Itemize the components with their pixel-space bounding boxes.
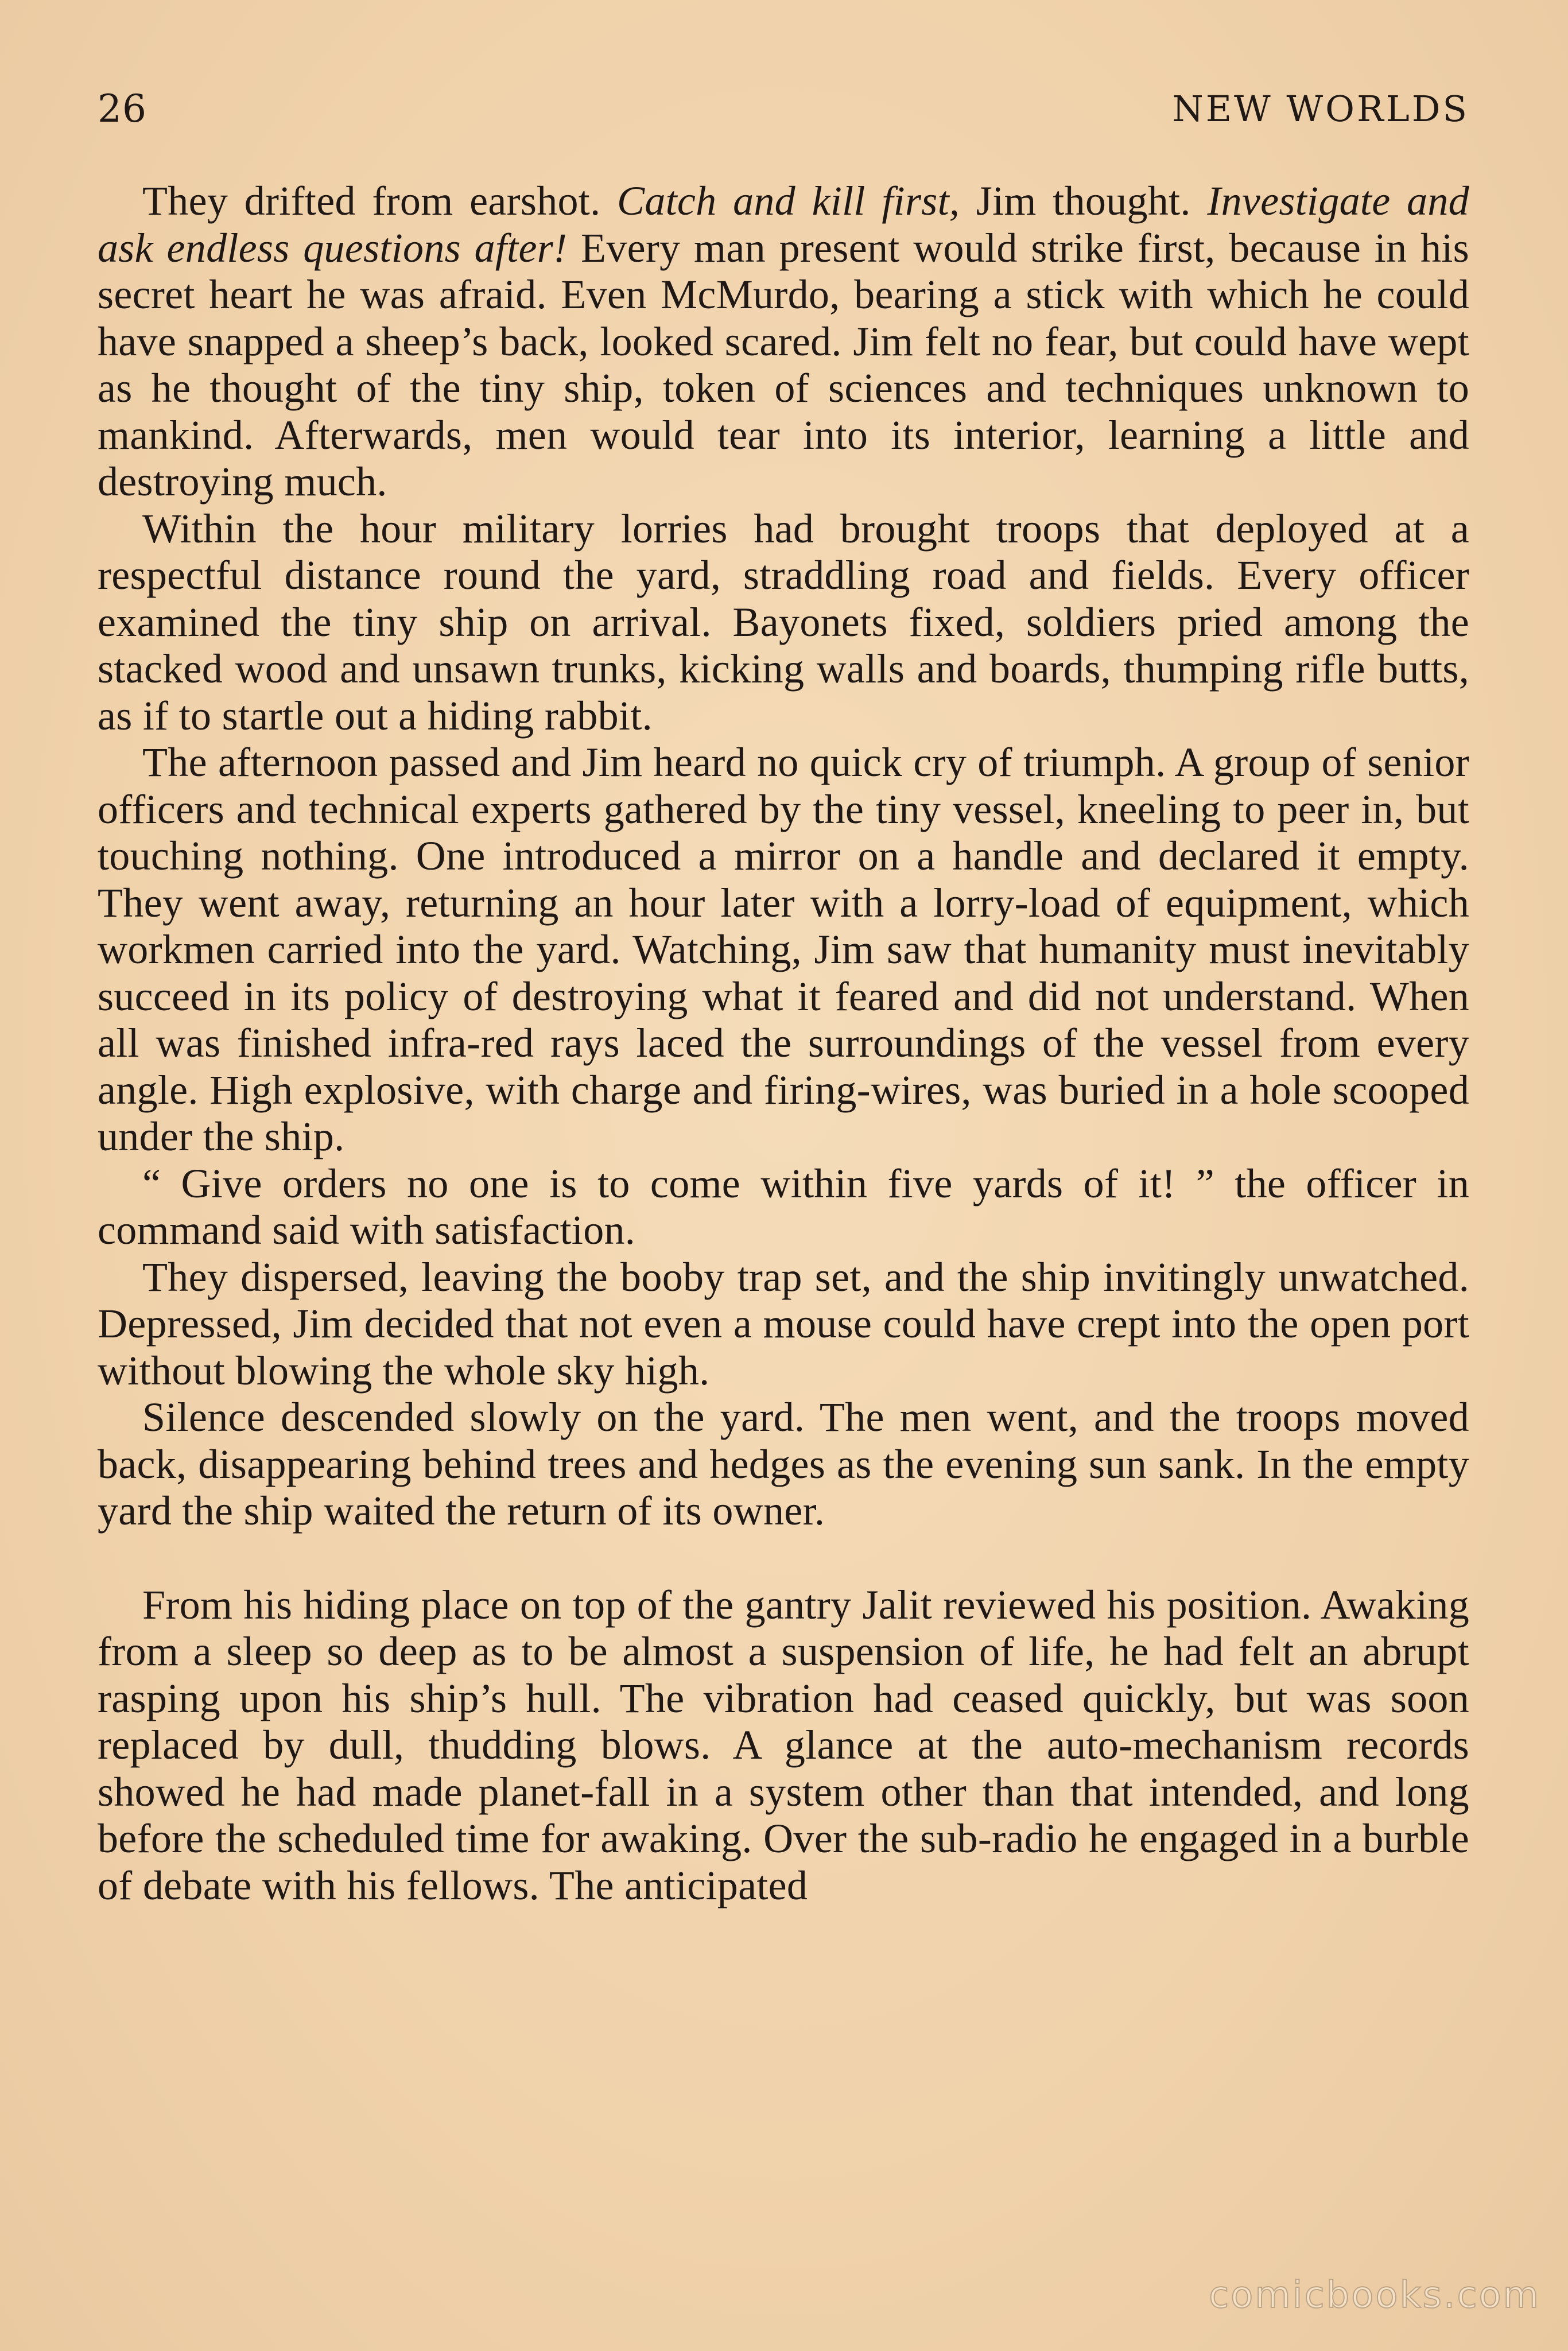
paragraph-4: “ Give orders no one is to come within five yards of it! ” the officer in command said with satisfaction. <box>98 1160 1469 1253</box>
body-text <box>98 178 1469 1909</box>
paragraph-1-italic-a: Catch and kill first, <box>617 178 960 224</box>
paragraph-7: From his hiding place on top of the gantry Jalit reviewed his position. Awaking from a sleep so deep as to be almost a suspension of life, he had felt an abrupt rasping upon his ship’s hull. The vibration had ceased quickly, but was soon replaced by dull, thudding blows. A glance at the auto-mechanism records showed he had made planet-fall in a system other than that intended, and long before the scheduled time for awaking. Over the sub-radio he engaged in a burble of debate with his fellows. The anticipated <box>98 1581 1469 1908</box>
paragraph-3: The afternoon passed and Jim heard no quick cry of triumph. A group of senior officers and technical experts gathered by the tiny vessel, kneeling to peer in, but touching nothing. One introduced a mirror on a handle and declared it empty. They went away, returning an hour later with a lorry-load of equipment, which workmen carried into the yard. Watching, Jim saw that humanity must inevitably succeed in its policy of destroying what it feared and did not understand. When all was finished infra-red rays laced the surroundings of the vessel from every angle. High explosive, with charge and firing-wires, was buried in a hole scooped under the ship. <box>98 739 1469 1159</box>
watermark: comicbooks.com <box>1208 2274 1540 2317</box>
paragraph-1-text-b: Jim thought. <box>960 178 1208 224</box>
book-page <box>98 86 1469 2267</box>
running-head <box>98 86 1469 155</box>
paragraph-1-italic-b: Investigate and ask endless questions after! <box>98 178 1469 271</box>
paragraph-6: Silence descended slowly on the yard. The men went, and the troops moved back, disappearing behind trees and hedges as the evening sun sank. In the empty yard the ship waited the return of its owner. <box>98 1394 1469 1534</box>
paragraph-1-text-a: They drifted from earshot. <box>142 178 617 224</box>
page-number: 26 <box>98 87 147 131</box>
paragraph-1 <box>98 178 1469 506</box>
paragraph-1-text-c: Every man present would strike first, because in his secret heart he was afraid. Even McMurdo, bearing a stick with which he could have snapped a sheep’s back, looked scared. Jim felt no fear, but could have wept as he thought of the tiny ship, token of sciences and techniques unknown to mankind. Afterwards, men would tear into its interior, learning a little and destroying much. <box>98 224 1469 505</box>
paragraph-5: They dispersed, leaving the booby trap set, and the ship invitingly unwatched. Depressed, Jim decided that not even a mouse could have crept into the open port without blowing the whole sky high. <box>98 1254 1469 1394</box>
paragraph-2: Within the hour military lorries had brought troops that deployed at a respectful distance round the yard, straddling road and fields. Every officer examined the tiny ship on arrival. Bayonets fixed, soldiers pried among the stacked wood and unsawn trunks, kicking walls and boards, thumping rifle butts, as if to startle out a hiding rabbit. <box>98 505 1469 739</box>
running-title: NEW WORLDS <box>1172 88 1469 130</box>
